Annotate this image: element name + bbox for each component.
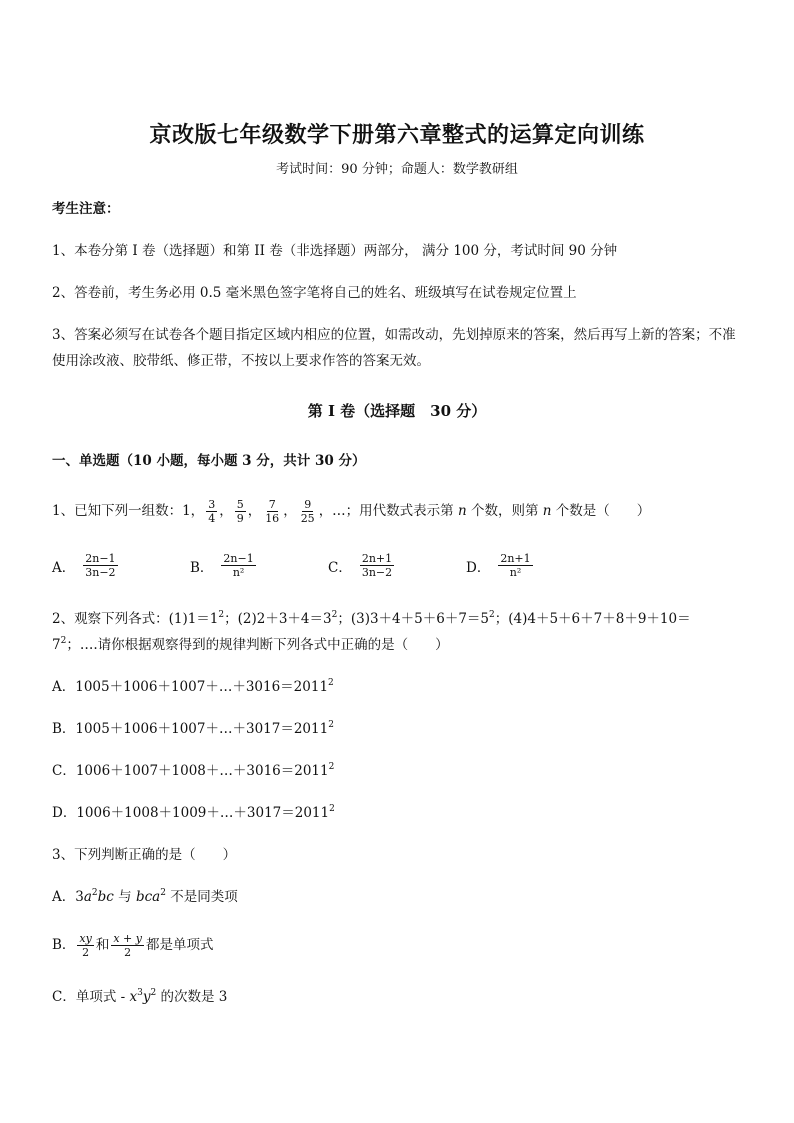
notes-heading: 考生注意： — [52, 201, 120, 217]
q1-option-a[interactable]: A． $\frac{2n-1}{3n-2}$ — [52, 552, 116, 579]
q3-option-b[interactable]: B． $\frac{xy}{2}$ 和 $\frac{x + y}{2}$ 都是单项式 — [52, 932, 214, 959]
q1-option-b[interactable]: B． $\frac{2n-1}{\text{n²}}$ — [190, 552, 254, 579]
q3-option-c[interactable]: C．单项式 - $x^3y^2$ 的次数是 3 — [52, 988, 228, 1005]
q2-option-b[interactable]: B．$1005+1006+1007+\dots+3017=2011^2$ — [52, 720, 334, 737]
q1-options — [52, 552, 752, 579]
exam-info: 考试时间：90 分钟；命题人：数学教研组 — [276, 162, 518, 177]
q1-option-d[interactable]: D． $\frac{2n+1}{\text{n²}}$ — [466, 552, 531, 579]
q1-fraction: $\frac{5}{9}$ — [236, 498, 244, 525]
page-title: 京改版七年级数学下册第六章整式的运算定向训练 — [149, 122, 645, 148]
q1-option-c[interactable]: C． $\frac{2n+1}{3n-2}$ — [328, 552, 393, 579]
q3-option-a[interactable]: A．$3a^2bc$ 与 bca$^2$ 不是同类项 — [52, 888, 238, 905]
q1-prefix: 1、已知下列一组数：1， — [52, 503, 205, 519]
q2-option-a[interactable]: A．$1005+1006+1007+\dots+3016=2011^2$ — [52, 678, 334, 695]
note-item-2: 2、答卷前，考生务必用 0.5 毫米黑色签字笔将自己的姓名、班级填写在试卷规定位置上 — [52, 285, 577, 301]
q1-fraction: $\frac{3}{4}$ — [208, 498, 216, 525]
q1-fraction: $\frac{7}{16}$ — [265, 498, 280, 525]
q2-option-d[interactable]: D．$1006+1008+1009+\dots+3017=2011^2$ — [52, 804, 335, 821]
note-item-1: 1、本卷分第 I 卷（选择题）和第 II 卷（非选择题）两部分， 满分 100 分，考试时间 90 分钟 — [52, 243, 618, 259]
note-item-3: 3、答案必须写在试卷各个题目指定区域内相应的位置，如需改动，先划掉原来的答案，然后再写上新的答案；不准使用涂改液、胶带纸、修正带，不按以上要求作答的答案无效。 — [52, 327, 736, 369]
q2-option-c[interactable]: C．$1006+1007+1008+\dots+3016=2011^2$ — [52, 762, 335, 779]
q1-fraction: $\frac{9}{25}$ — [300, 498, 315, 525]
question-2-line-1: 2、观察下列各式：$(1)1=1^2$；$(2)2+3+4=3^2$；$(3)3+4+5+6+7=5^2$；(4)4＋5＋6＋7＋8＋9＋10＝ — [52, 610, 691, 627]
part1-heading: 第 I 卷（选择题 30 分） — [307, 402, 487, 420]
section-heading: 一、单选题（10 小题，每小题 3 分，共计 30 分） — [52, 453, 366, 469]
question-3: 3、下列判断正确的是（ ） — [52, 847, 237, 863]
question-1: 1、已知下列一组数：1， $\frac{3}{4}$ ， $\frac{5}{9}$ ， $\frac{7}{16}$ ， $\frac{9}{25}$ ，…；用代数式表示第 n 个数，则第 n 个数是（ ） — [52, 498, 651, 525]
question-2-line-2: $7^2$；….请你根据观察得到的规律判断下列各式中正确的是（ ） — [52, 636, 449, 653]
